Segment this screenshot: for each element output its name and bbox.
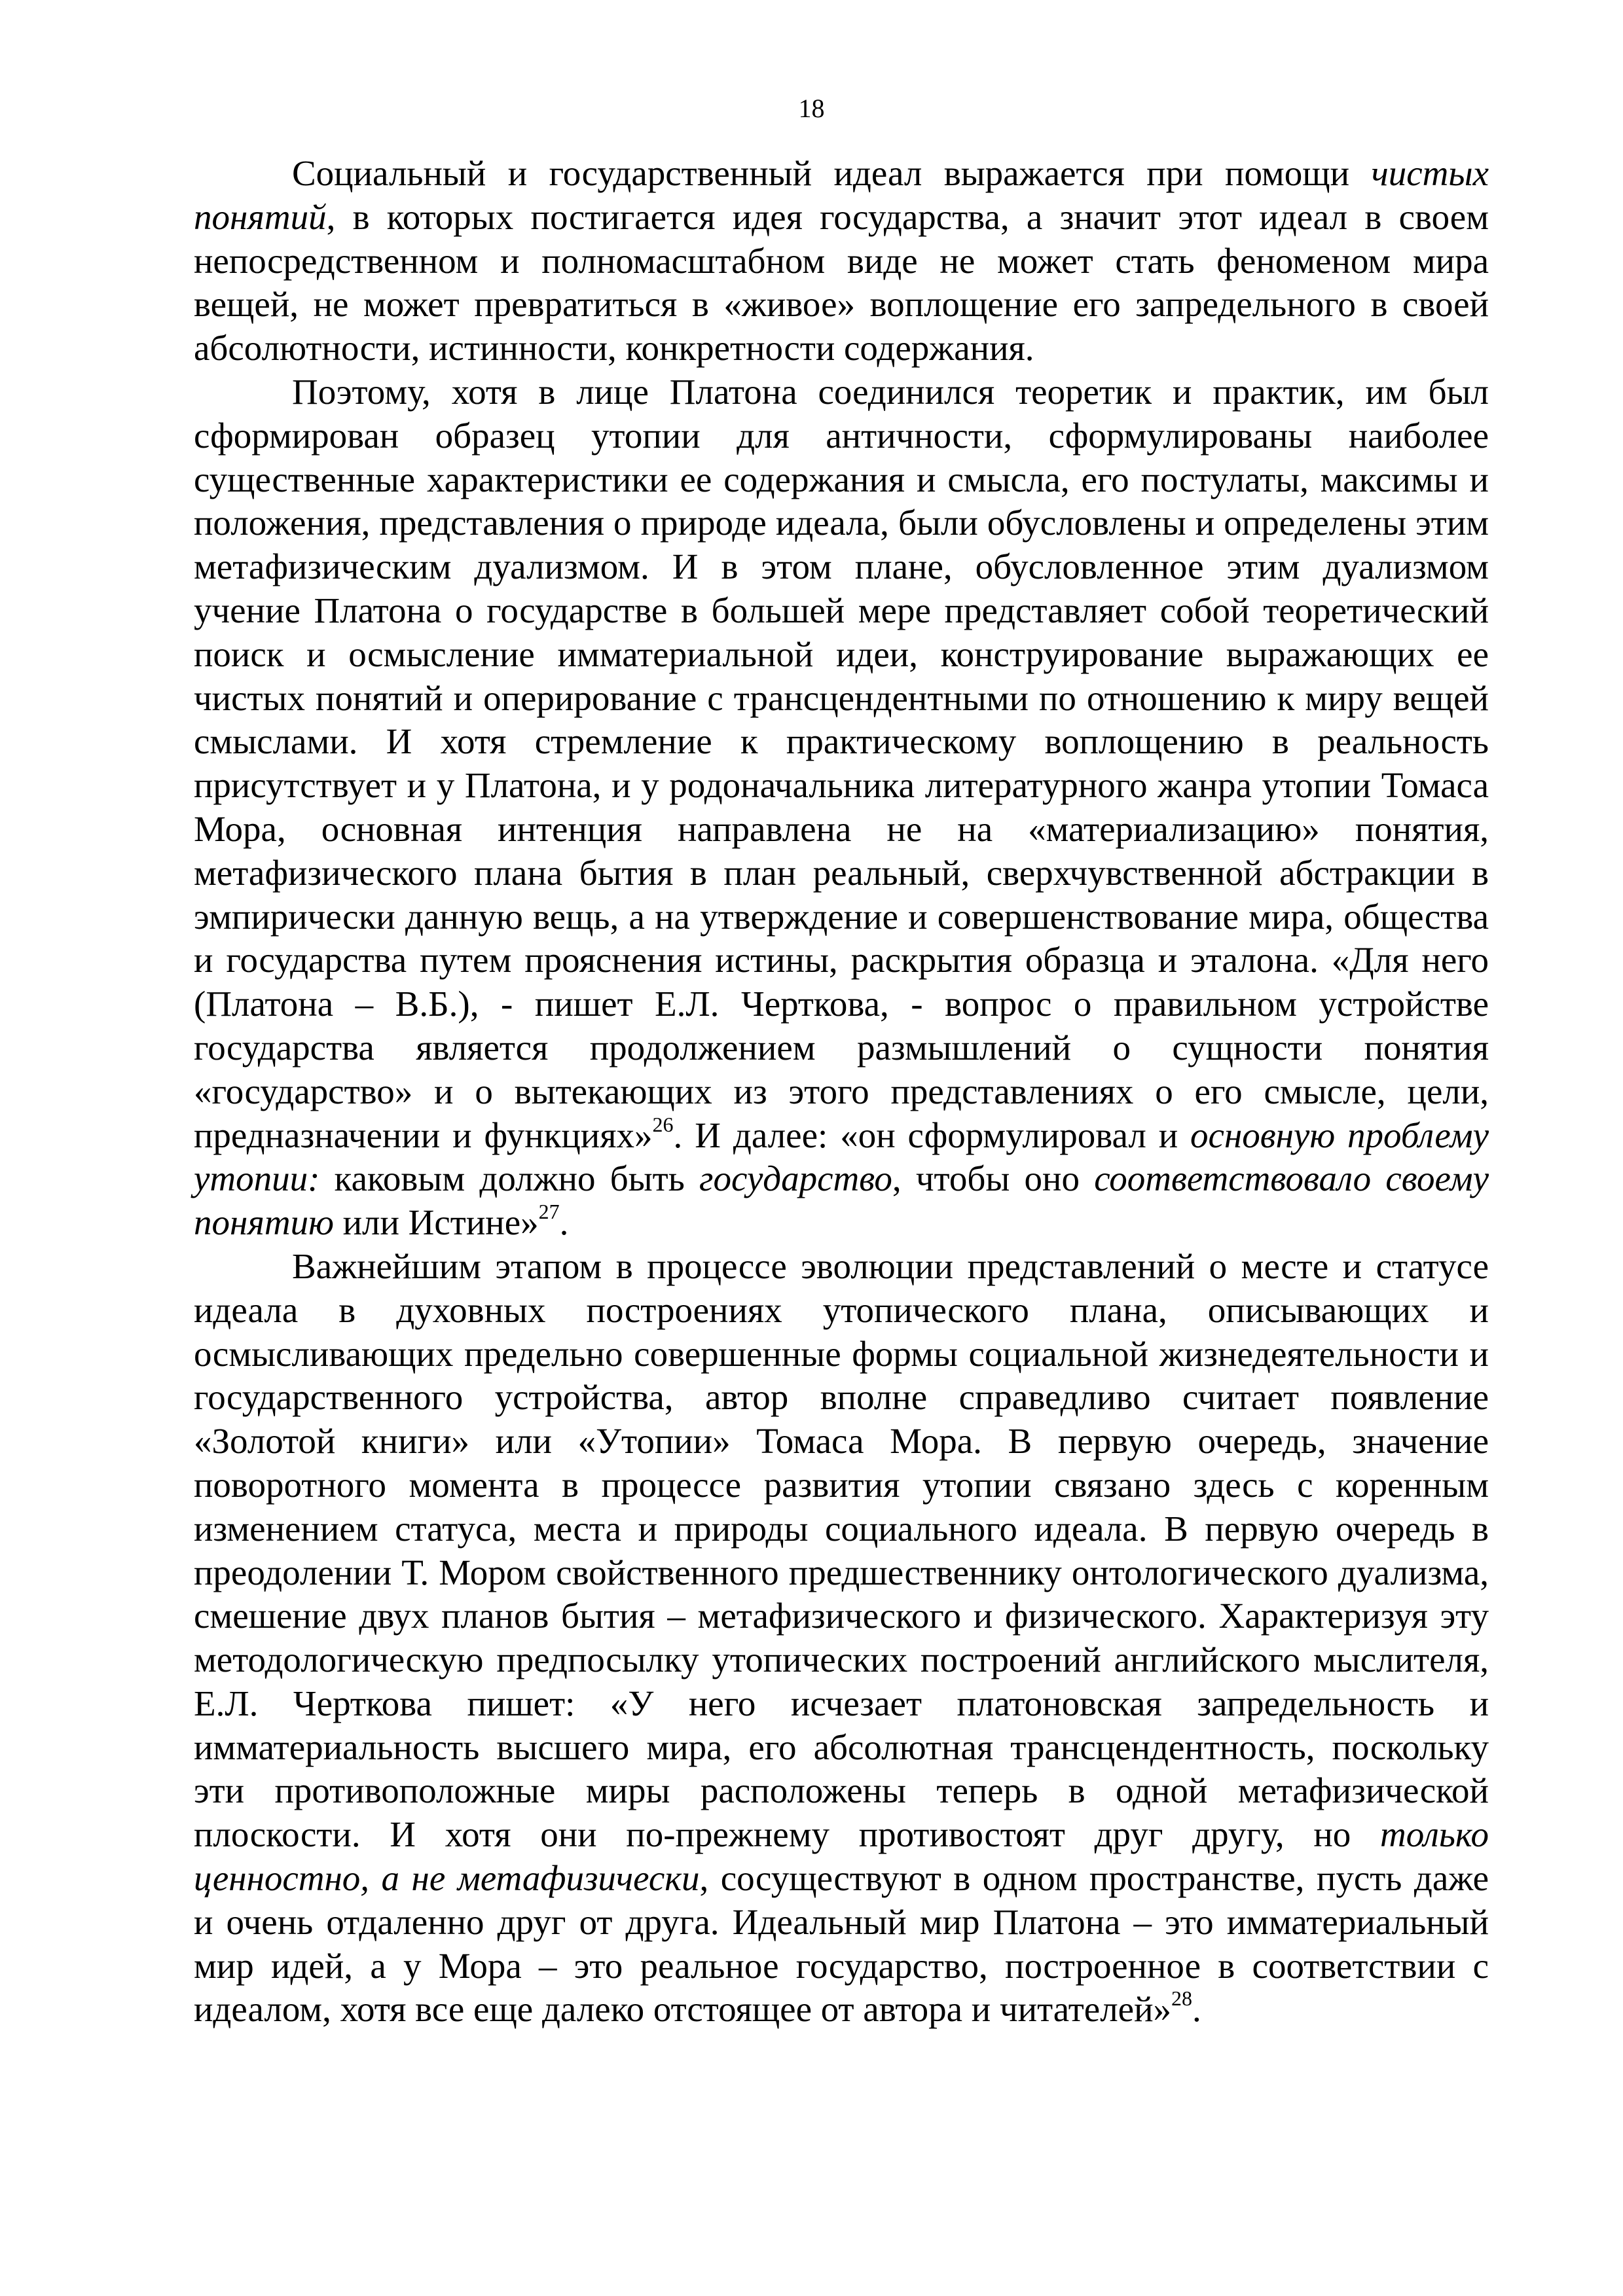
text-segment: или Истине» [333, 1202, 539, 1243]
italic-segment: государство [699, 1158, 892, 1199]
footnote-ref-27: 27 [538, 1200, 560, 1224]
paragraph-2 [194, 370, 1489, 1245]
text-segment: , сосуществуют в одном пространстве, пусть даже и очень отдаленно друг от друга. Идеальный мир Платона – это имматериальный мир идей, а у Мора – это реальное государство, построенное в соответствии с идеалом, хотя все еще далеко отстоящее от автора и читателей» [194, 1858, 1489, 2030]
italic-segment: чистых понятий [194, 153, 1489, 237]
text-segment: , чтобы оно [892, 1158, 1095, 1199]
text-segment: каковым должно быть [319, 1158, 700, 1199]
paragraph-1 [194, 152, 1489, 370]
text-segment: , в которых постигается идея государства, а значит этот идеал в своем непосредственном и полномасштабном виде не может стать феноменом мира вещей, не может превратиться в «живое» воплощение его запредельного в своей абсолютности, истинности, конкретности содержания. [194, 196, 1489, 368]
text-segment: . [559, 1202, 569, 1243]
italic-segment: только ценностно, а не метафизически [194, 1814, 1489, 1899]
footnote-ref-26: 26 [652, 1112, 674, 1136]
page-number: 18 [798, 94, 825, 123]
text-segment: Социальный и государственный идеал выражается при помощи [292, 153, 1372, 193]
text-body [194, 152, 1489, 2032]
paragraph-3 [194, 1245, 1489, 2032]
footnote-ref-28: 28 [1171, 1986, 1193, 2011]
text-segment: Поэтому, хотя в лице Платона соединился теоретик и практик, им был сформирован образец утопии для античности, сформулированы наиболее существенные характеристики ее содержания и смысла, его постулаты, максимы и положения, представления о природе идеала, были обусловлены и определены этим метафизическим дуализмом. И в этом плане, обусловленное этим дуализмом учение Платона о государстве в большей мере представляет собой теоретический поиск и осмысление имматериальной идеи, конструирование выражающих ее чистых понятий и оперирование с трансцендентными по отношению к миру вещей смыслами. И хотя стремление к практическому воплощению в реальность присутствует и у Платона, и у родоначальника литературного жанра утопии Томаса Мора, основная интенция направлена не на «материализацию» понятия, метафизического плана бытия в план реальный, сверхчувственной абстракции в эмпирически данную вещь, а на утверждение и совершенствование мира, общества и государства путем прояснения истины, раскрытия образца и эталона. «Для него (Платона – В.Б.), - пишет Е.Л. Черткова, - вопрос о правильном устройстве государства является продолжением размышлений о сущности понятия «государство» и о вытекающих из этого представлениях о его смысле, цели, предназначении и функциях» [194, 371, 1489, 1155]
text-segment: . И далее: «он сформулировал и [673, 1115, 1191, 1155]
italic-segment: основную проблему утопии: [194, 1115, 1489, 1199]
text-segment: . [1192, 1989, 1201, 2030]
text-segment: Важнейшим этапом в процессе эволюции представлений о месте и статусе идеала в духовных построениях утопического плана, описывающих и осмысливающих предельно совершенные формы социальной жизнедеятельности и государственного устройства, автор вполне справедливо считает появление «Золотой книги» или «Утопии» Томаса Мора. В первую очередь, значение поворотного момента в процессе развития утопии связано здесь с коренным изменением статуса, места и природы социального идеала. В первую очередь в преодолении Т. Мором свойственного предшественнику онтологического дуализма, смешение двух планов бытия – метафизического и физического. Характеризуя эту методологическую предпосылку утопических построений английского мыслителя, Е.Л. Черткова пишет: «У него исчезает платоновская запредельность и имматериальность высшего мира, его абсолютная трансцендентность, поскольку эти противоположные миры расположены теперь в одной метафизической плоскости. И хотя они по-прежнему противостоят друг другу, но [194, 1246, 1489, 1855]
italic-segment: соответствовало своему понятию [194, 1158, 1489, 1243]
